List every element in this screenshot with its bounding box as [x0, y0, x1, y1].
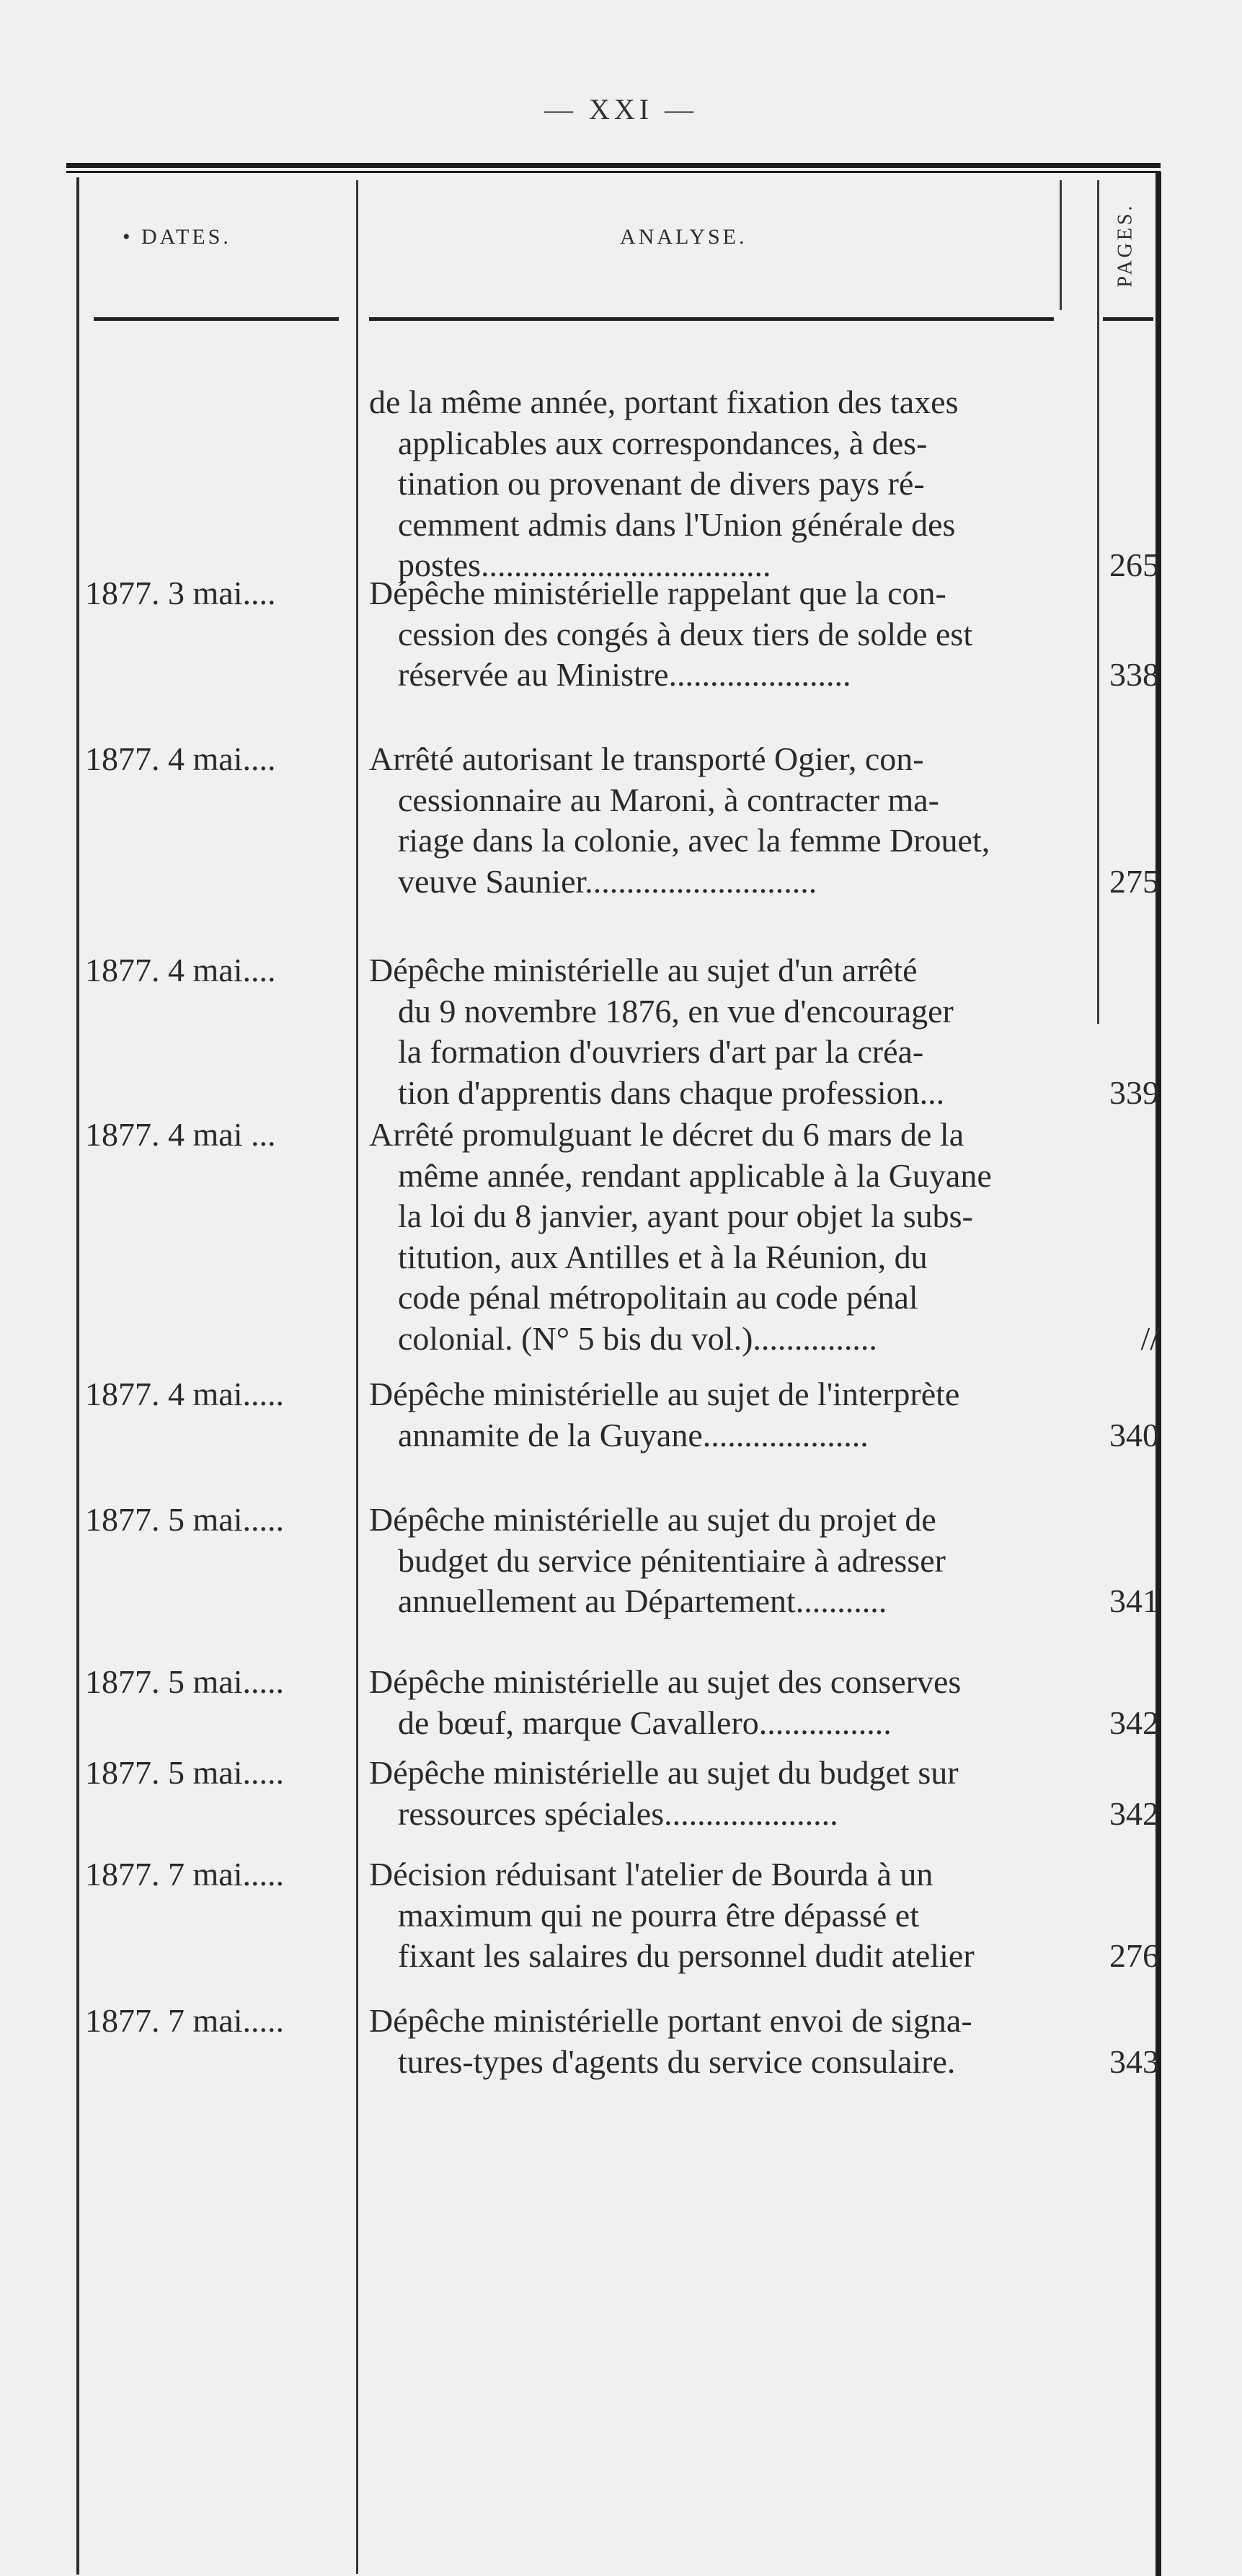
column-header-dates: • DATES. — [123, 225, 231, 249]
analysis-line: Dépêche ministérielle portant envoi de signa- — [369, 2002, 972, 2039]
analysis-line: fixant les salaires du personnel dudit atelier — [398, 1937, 975, 1975]
entry-page-number: // — [1140, 1320, 1159, 1357]
entry-date: 1877. 5 mai..... — [85, 1754, 284, 1791]
analysis-line: ressources spéciales..................... — [398, 1794, 838, 1832]
analysis-line: Arrêté promulguant le décret du 6 mars de la — [369, 1116, 964, 1153]
analysis-line: postes................................... — [398, 546, 771, 584]
analysis-line: annamite de la Guyane.................... — [398, 1416, 869, 1453]
analysis-line: Dépêche ministérielle rappelant que la con- — [369, 575, 946, 611]
analysis-line: la formation d'ouvriers d'art par la créa- — [398, 1033, 924, 1071]
analysis-line: colonial. (N° 5 bis du vol.)............... — [398, 1319, 877, 1357]
entry-analysis — [369, 1115, 1061, 1360]
entry-page-number: 339 — [1109, 1074, 1159, 1111]
analysis-line: cession des congés à deux tiers de solde est — [398, 615, 973, 652]
page-header: — XXI — — [544, 93, 698, 125]
header-rule-analyse — [369, 317, 1054, 321]
analysis-line: tion d'apprentis dans chaque profession... — [398, 1074, 945, 1111]
header-rule-dates — [94, 317, 339, 321]
analysis-line: Décision réduisant l'atelier de Bourda à un — [369, 1856, 933, 1893]
entry-date: 1877. 4 mai ... — [85, 1116, 276, 1153]
entry-date: 1877. 4 mai.... — [85, 740, 276, 777]
entry-page-number: 265 — [1109, 546, 1159, 584]
entry-analysis — [369, 1500, 1061, 1622]
analysis-line: code pénal métropolitain au code pénal — [398, 1279, 918, 1316]
entry-page-number: 342 — [1109, 1704, 1159, 1741]
entry-page-number: 276 — [1109, 1937, 1159, 1975]
analysis-line: réservée au Ministre...................... — [398, 656, 851, 694]
entry-date: 1877. 7 mai..... — [85, 2002, 284, 2039]
entry-analysis — [369, 2001, 1061, 2082]
entry-page-number: 342 — [1109, 1794, 1159, 1832]
analysis-line: Dépêche ministérielle au sujet du projet de — [369, 1501, 936, 1538]
analysis-line: tination ou provenant de divers pays ré- — [398, 465, 925, 503]
column-separator-header — [1060, 180, 1062, 310]
analysis-line: veuve Saunier............................ — [398, 862, 817, 900]
entry-page-number: 343 — [1109, 2042, 1159, 2080]
entry-date: 1877. 3 mai.... — [85, 575, 276, 611]
analysis-line: Dépêche ministérielle au sujet des conserves — [369, 1663, 962, 1700]
analysis-line: Dépêche ministérielle au sujet du budget sur — [369, 1754, 959, 1791]
analysis-line: même année, rendant applicable à la Guyane — [398, 1156, 992, 1194]
top-rule-thin — [66, 171, 1161, 173]
analysis-line: riage dans la colonie, avec la femme Drouet, — [398, 822, 990, 859]
column-header-pages — [1097, 180, 1155, 310]
entry-analysis — [369, 382, 1061, 586]
analysis-line: Arrêté autorisant le transporté Ogier, con- — [369, 740, 924, 777]
entry-date: 1877. 7 mai..... — [85, 1856, 284, 1893]
entry-analysis — [369, 1854, 1061, 1977]
entry-analysis — [369, 1662, 1061, 1743]
analysis-line: cessionnaire au Maroni, à contracter ma- — [398, 781, 939, 818]
entry-page-number: 340 — [1109, 1416, 1159, 1453]
analysis-line: budget du service pénitentiaire à adresser — [398, 1541, 946, 1579]
entry-page-number: 338 — [1109, 656, 1159, 694]
entry-analysis — [369, 950, 1061, 1113]
analysis-line: Dépêche ministérielle au sujet de l'interprète — [369, 1376, 960, 1412]
frame-right-rule — [1155, 172, 1161, 2576]
analysis-line: annuellement au Département........... — [398, 1583, 887, 1620]
entry-date: 1877. 4 mai..... — [85, 1376, 284, 1412]
header-rule-pages — [1103, 317, 1153, 321]
entry-page-number: 341 — [1109, 1583, 1159, 1620]
entry-analysis — [369, 573, 1061, 696]
analysis-line: du 9 novembre 1876, en vue d'encourager — [398, 992, 954, 1030]
analysis-line: de bœuf, marque Cavallero................ — [398, 1704, 892, 1741]
analysis-line: maximum qui ne pourra être dépassé et — [398, 1896, 919, 1934]
entry-date: 1877. 5 mai..... — [85, 1501, 284, 1538]
entry-analysis — [369, 739, 1061, 902]
entry-date: 1877. 4 mai.... — [85, 952, 276, 988]
frame-left-rule — [76, 177, 79, 2575]
entry-page-number: 275 — [1109, 862, 1159, 900]
column-header-analyse: ANALYSE. — [620, 225, 748, 249]
analysis-line: tures-types d'agents du service consulaire. — [398, 2042, 956, 2080]
entry-analysis — [369, 1374, 1061, 1456]
analysis-line: cemment admis dans l'Union générale des — [398, 505, 956, 543]
analysis-line: de la même année, portant fixation des taxes — [369, 384, 959, 420]
entry-date: 1877. 5 mai..... — [85, 1663, 284, 1700]
analysis-line: Dépêche ministérielle au sujet d'un arrêté — [369, 952, 918, 988]
analysis-line: titution, aux Antilles et à la Réunion, du — [398, 1238, 928, 1275]
analysis-line: la loi du 8 janvier, ayant pour objet la subs- — [398, 1198, 973, 1235]
column-header-pages-label: PAGES. — [1114, 203, 1137, 288]
analysis-line: applicables aux correspondances, à des- — [398, 424, 928, 461]
top-rule — [66, 163, 1161, 168]
entry-analysis — [369, 1753, 1061, 1834]
